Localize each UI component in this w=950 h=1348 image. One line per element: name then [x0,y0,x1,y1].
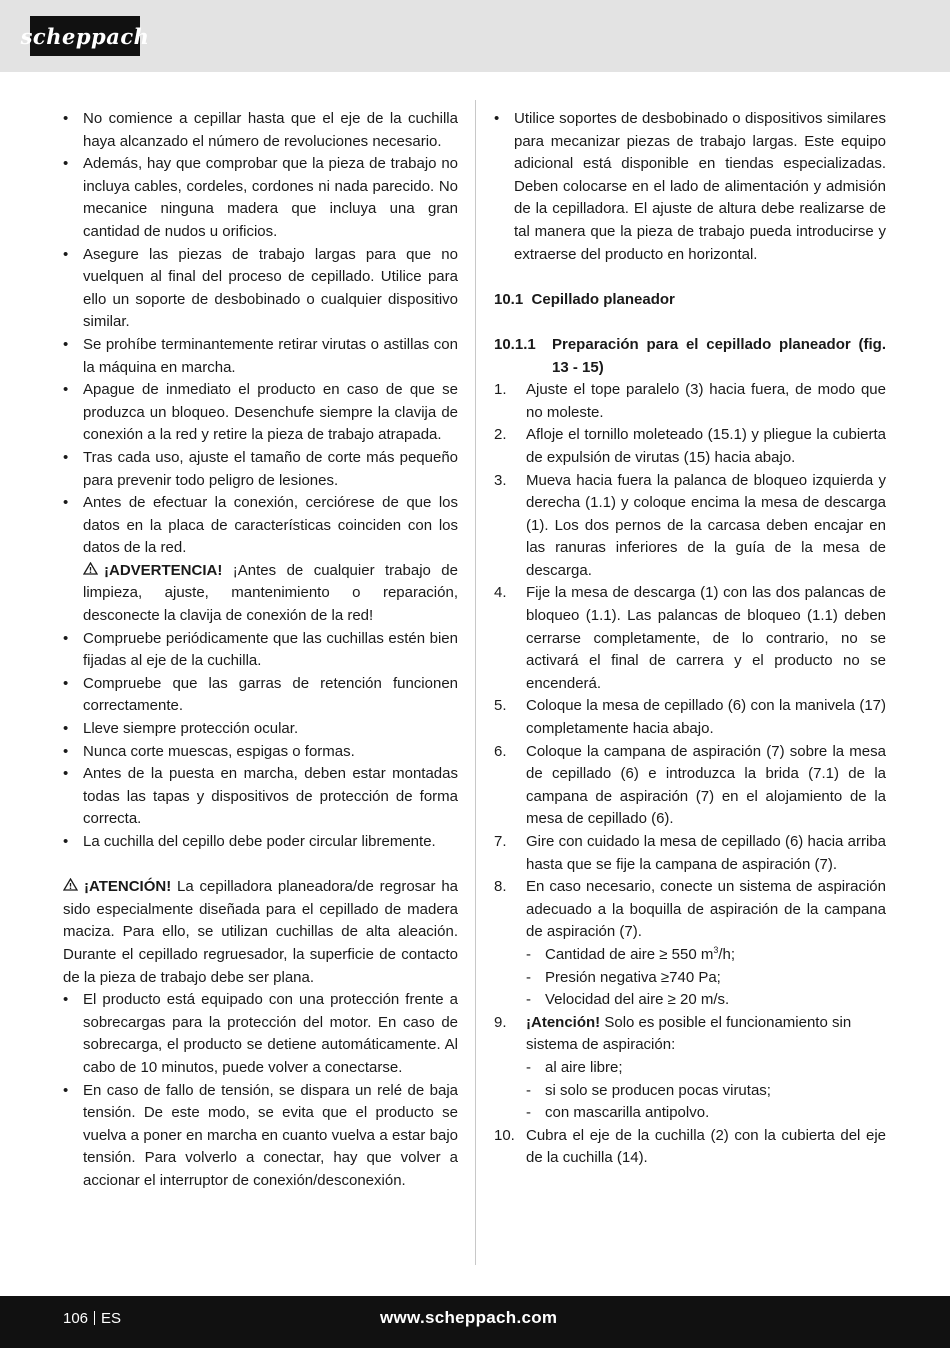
step-item: 3. Mueva hacia fuera la palanca de bloqueo izquierda y derecha (1.1) y coloque encima la mesa de descarga (1). Los dos pernos de la carcasa deben encajar en las ranuras inferiores de la guía de la mesa de descarga. [494,471,886,579]
warning-label: ¡ADVERTENCIA! [104,561,223,579]
list-item: • Antes de efectuar la conexión, cerciórese de que los datos en la placa de características coinciden con los datos de la red. [63,494,458,557]
list-item: • Antes de la puesta en marcha, deben estar montadas todas las tapas y dispositivos de protección de forma correcta. [63,765,458,828]
language-code: ES [101,1310,122,1327]
sub-item: - con mascarilla antipolvo. [526,1104,710,1122]
list-item: • Apague de inmediato el producto en caso de que se produzca un bloqueo. Desenchufe siempre la clavija de conexión a la red y retire la pieza de trabajo atrapada. [63,381,458,444]
step-item: 4. Fije la mesa de descarga (1) con las dos palancas de bloqueo (1.1). Las palancas de bloqueo (1.1) deben cerrarse completamente, de lo contrario, no se activará el final de carrera y el producto no se encenderá. [494,584,886,692]
right-column [494,108,886,1170]
attention-text: La cepilladora planeadora/de regrosar ha sido especialmente diseñada para el cepillado de madera maciza. Para ello, se utilizan cuchillas de alta aleación. Durante el cepillado regruesador, la superficie de contacto de la pieza de trabajo debe ser plana. [63,878,459,986]
step-item: 5. Coloque la mesa de cepillado (6) con la manivela (17) completamente hacia abajo. [494,697,886,738]
header-band [0,0,950,72]
step-item: 10. Cubra el eje de la cuchilla (2) con la cubierta del eje de la cuchilla (14). [494,1126,886,1167]
column-divider [475,100,476,1265]
list-item: • Nunca corte muescas, espigas o formas. [63,742,355,760]
footer [0,1296,950,1348]
page-number: 106 [63,1310,89,1327]
sub-item: - Velocidad del aire ≥ 20 m/s. [526,991,730,1009]
warning-paragraph [63,560,458,628]
step-item: 7. Gire con cuidado la mesa de cepillado (6) hacia arriba hasta que se fije la campana de aspiración (7). [494,833,886,873]
section-title: 10.1 Cepillado planeador [494,290,675,308]
subsection-title: 10.1.1 Preparación para el cepillado planeador (fig. 13 - 15) [494,335,886,376]
step-item: 2. Afloje el tornillo moleteado (15.1) y pliegue la cubierta de expulsión de virutas (15) hacia abajo. [494,426,886,466]
list-item: • El producto está equipado con una protección frente a sobrecargas para la protección del motor. En caso de sobrecarga, el producto se detiene automáticamente. Al cabo de 10 minutos, puede volver a conectarse. [63,991,458,1076]
sub-item: - Presión negativa ≥740 Pa; [526,968,721,986]
list-item: • Asegure las piezas de trabajo largas para que no vuelquen al final del proceso de cepillado. Utilice para ello un soporte de desbobinado o cualquier dispositivo similar. [63,245,458,331]
brand-logo: scheppach [30,16,140,56]
website-url: www.scheppach.com [380,1308,558,1327]
list-item: • Compruebe que las garras de retención funcionen correctamente. [63,674,458,715]
list-item: • Se prohíbe terminantemente retirar virutas o astillas con la máquina en marcha. [63,335,458,376]
warning-triangle-icon [83,560,98,583]
step-item: 9. ¡Atención! Solo es posible el funcionamiento sin sistema de aspiración: - al aire libre; - si solo se producen pocas virutas; - con mascarilla antipolvo. [494,1012,886,1125]
warning-triangle-icon [63,876,78,899]
step-item: 6. Coloque la campana de aspiración (7) sobre la mesa de cepillado (6) e introduzca la brida (7.1) de la campana de aspiración (7) en el alojamiento de la mesa de cepillado (6). [494,742,886,828]
list-item: • En caso de fallo de tensión, se dispara un relé de baja tensión. De este modo, se evita que el producto se vuelva a poner en marcha en cuanto vuelva a estar bajo tensión. Para volverlo a conectar, hay que volver a accionar el interruptor de conexión/desconexión. [63,1081,458,1189]
step-item: 1. Ajuste el tope paralelo (3) hacia fuera, de modo que no moleste. [494,381,886,421]
left-column [63,108,458,1193]
sub-item: - al aire libre; [526,1058,623,1076]
list-item: • Además, hay que comprobar que la pieza de trabajo no incluya cables, cordeles, cordones ni nada parecido. No mecanice ninguna madera que incluya una gran cantidad de nudos u orificios. [63,155,458,240]
page-info [63,1310,121,1327]
list-item: • Utilice soportes de desbobinado o dispositivos similares para mecanizar piezas de trabajo largas. Este equipo adicional está disponible en tiendas especializadas. Deben colocarse en el lado de alimentación y admisión de la cepilladora. El ajuste de altura debe realizarse de tal manera que la pieza de trabajo pueda introducirse y extraerse del producto en horizontal. [494,110,886,263]
list-item: • Compruebe periódicamente que las cuchillas estén bien fijadas al eje de la cuchilla. [63,629,458,670]
warning-text: ¡Antes de cualquier trabajo de limpieza, ajuste, mantenimiento o reparación, desconecte la clavija de conexión de la red! [83,561,458,625]
attention-label: ¡ATENCIÓN! [84,878,172,896]
sub-item: - si solo se producen pocas virutas; [526,1081,771,1099]
list-item: • No comience a cepillar hasta que el eje de la cuchilla haya alcanzado el número de revoluciones necesario. [63,110,458,150]
sub-item: - Cantidad de aire ≥ 550 $m^3/h$; [526,944,736,963]
list-item: • La cuchilla del cepillo debe poder circular libremente. [63,833,436,850]
step-item: 8. En caso necesario, conecte un sistema de aspiración adecuado a la boquilla de aspiración de la campana de aspiración (7). - Cantidad de aire ≥ 550 $m^3/h$; - Presión negativa ≥740 Pa; - Velocidad del aire ≥ 20 m/s. [494,876,886,1012]
list-item: • Lleve siempre protección ocular. [63,720,299,738]
list-item: • Tras cada uso, ajuste el tamaño de corte más pequeño para prevenir todo peligro de lesiones. [63,448,458,489]
attention-paragraph [63,876,458,989]
